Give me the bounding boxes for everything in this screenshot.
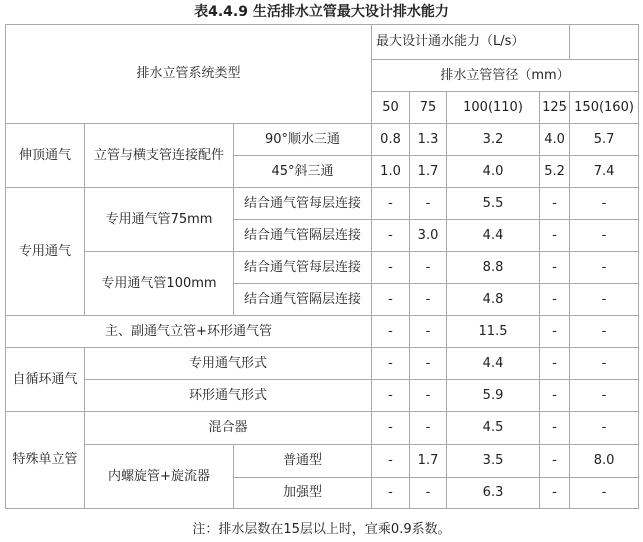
value-cell: - (540, 478, 570, 509)
value-cell: - (410, 380, 447, 412)
value-cell: 3.2 (447, 124, 540, 156)
value-cell: - (540, 188, 570, 220)
value-cell: 1.0 (372, 156, 410, 188)
row-label: 结合通气管隔层连接 (234, 284, 372, 316)
diameter-100: 100(110) (447, 92, 540, 124)
value-cell: 4.0 (540, 124, 570, 156)
value-cell: - (410, 252, 447, 284)
value-cell: - (372, 380, 410, 412)
value-cell: - (410, 284, 447, 316)
value-cell: 6.3 (447, 478, 540, 509)
diameter-75: 75 (410, 92, 447, 124)
row-label: 结合通气管每层连接 (234, 188, 372, 220)
value-cell: - (570, 478, 639, 509)
value-cell: 4.0 (447, 156, 540, 188)
table-title: 表4.4.9 生活排水立管最大设计排水能力 (194, 4, 449, 20)
max-capacity-header: 最大设计通水能力（L/s） (372, 25, 570, 60)
table-row (6, 380, 639, 412)
value-cell: - (410, 188, 447, 220)
value-cell: 8.0 (570, 445, 639, 478)
value-cell: - (570, 380, 639, 412)
row-label: 普通型 (234, 445, 372, 478)
row-label: 结合通气管隔层连接 (234, 220, 372, 252)
value-cell: - (540, 348, 570, 380)
value-cell: - (410, 478, 447, 509)
value-cell: - (570, 284, 639, 316)
value-cell: - (372, 188, 410, 220)
drainage-capacity-table (5, 24, 639, 509)
diameter-150: 150(160) (570, 92, 639, 124)
row-label: 45°斜三通 (234, 156, 372, 188)
table-row (6, 412, 639, 445)
row-label: 90°顺水三通 (234, 124, 372, 156)
value-cell: 5.5 (447, 188, 540, 220)
value-cell: 5.2 (540, 156, 570, 188)
value-cell: - (540, 412, 570, 445)
row-label: 专用通气形式 (85, 348, 372, 380)
sub-spiral-pipe: 内螺旋管+旋流器 (85, 445, 234, 509)
diameter-50: 50 (372, 92, 410, 124)
value-cell: - (570, 348, 639, 380)
diameter-125: 125 (540, 92, 570, 124)
value-cell: 4.4 (447, 220, 540, 252)
value-cell: 1.3 (410, 124, 447, 156)
group-top-vent: 伸顶通气 (6, 124, 85, 188)
table-row (6, 252, 639, 284)
value-cell: - (372, 445, 410, 478)
row-label: 主、副通气立管+环形通气管 (6, 316, 372, 348)
value-cell: - (540, 252, 570, 284)
value-cell: 1.7 (410, 445, 447, 478)
value-cell: - (372, 252, 410, 284)
value-cell: 8.8 (447, 252, 540, 284)
row-label: 结合通气管每层连接 (234, 252, 372, 284)
value-cell: - (372, 412, 410, 445)
value-cell: 4.8 (447, 284, 540, 316)
table-note: 注：排水层数在15层以上时，宜乘0.9系数。 (192, 522, 451, 537)
sub-vent-100: 专用通气管100mm (85, 252, 234, 316)
value-cell: - (570, 252, 639, 284)
sub-vent-75: 专用通气管75mm (85, 188, 234, 252)
table-row (6, 124, 639, 156)
value-cell: - (570, 188, 639, 220)
value-cell: - (570, 412, 639, 445)
header-row-capacity (6, 25, 639, 60)
value-cell: 11.5 (447, 316, 540, 348)
table-row (6, 316, 639, 348)
value-cell: - (540, 380, 570, 412)
row-label: 环形通气形式 (85, 380, 372, 412)
value-cell: 4.5 (447, 412, 540, 445)
table-row (6, 445, 639, 478)
value-cell: - (410, 412, 447, 445)
value-cell: - (540, 445, 570, 478)
value-cell: 7.4 (570, 156, 639, 188)
value-cell: - (372, 316, 410, 348)
value-cell: - (372, 348, 410, 380)
group-dedicated-vent: 专用通气 (6, 188, 85, 316)
group-self-circulation: 自循环通气 (6, 348, 85, 412)
value-cell: - (410, 348, 447, 380)
value-cell: 3.0 (410, 220, 447, 252)
value-cell: - (410, 316, 447, 348)
value-cell: 1.7 (410, 156, 447, 188)
value-cell: - (540, 316, 570, 348)
group-special-single-stack: 特殊单立管 (6, 412, 85, 509)
value-cell: - (372, 478, 410, 509)
value-cell: - (570, 220, 639, 252)
value-cell: - (372, 284, 410, 316)
value-cell: - (540, 284, 570, 316)
table-row (6, 188, 639, 220)
value-cell: - (570, 316, 639, 348)
row-label: 混合器 (85, 412, 372, 445)
value-cell: - (372, 220, 410, 252)
sub-fitting: 立管与横支管连接配件 (85, 124, 234, 188)
value-cell: 5.7 (570, 124, 639, 156)
diameter-header: 排水立管管径（mm） (372, 60, 639, 92)
header-empty-cell (570, 25, 639, 60)
value-cell: 0.8 (372, 124, 410, 156)
value-cell: - (540, 220, 570, 252)
value-cell: 3.5 (447, 445, 540, 478)
system-type-header: 排水立管系统类型 (6, 25, 372, 124)
value-cell: 4.4 (447, 348, 540, 380)
table-row (6, 348, 639, 380)
value-cell: 5.9 (447, 380, 540, 412)
row-label: 加强型 (234, 478, 372, 509)
